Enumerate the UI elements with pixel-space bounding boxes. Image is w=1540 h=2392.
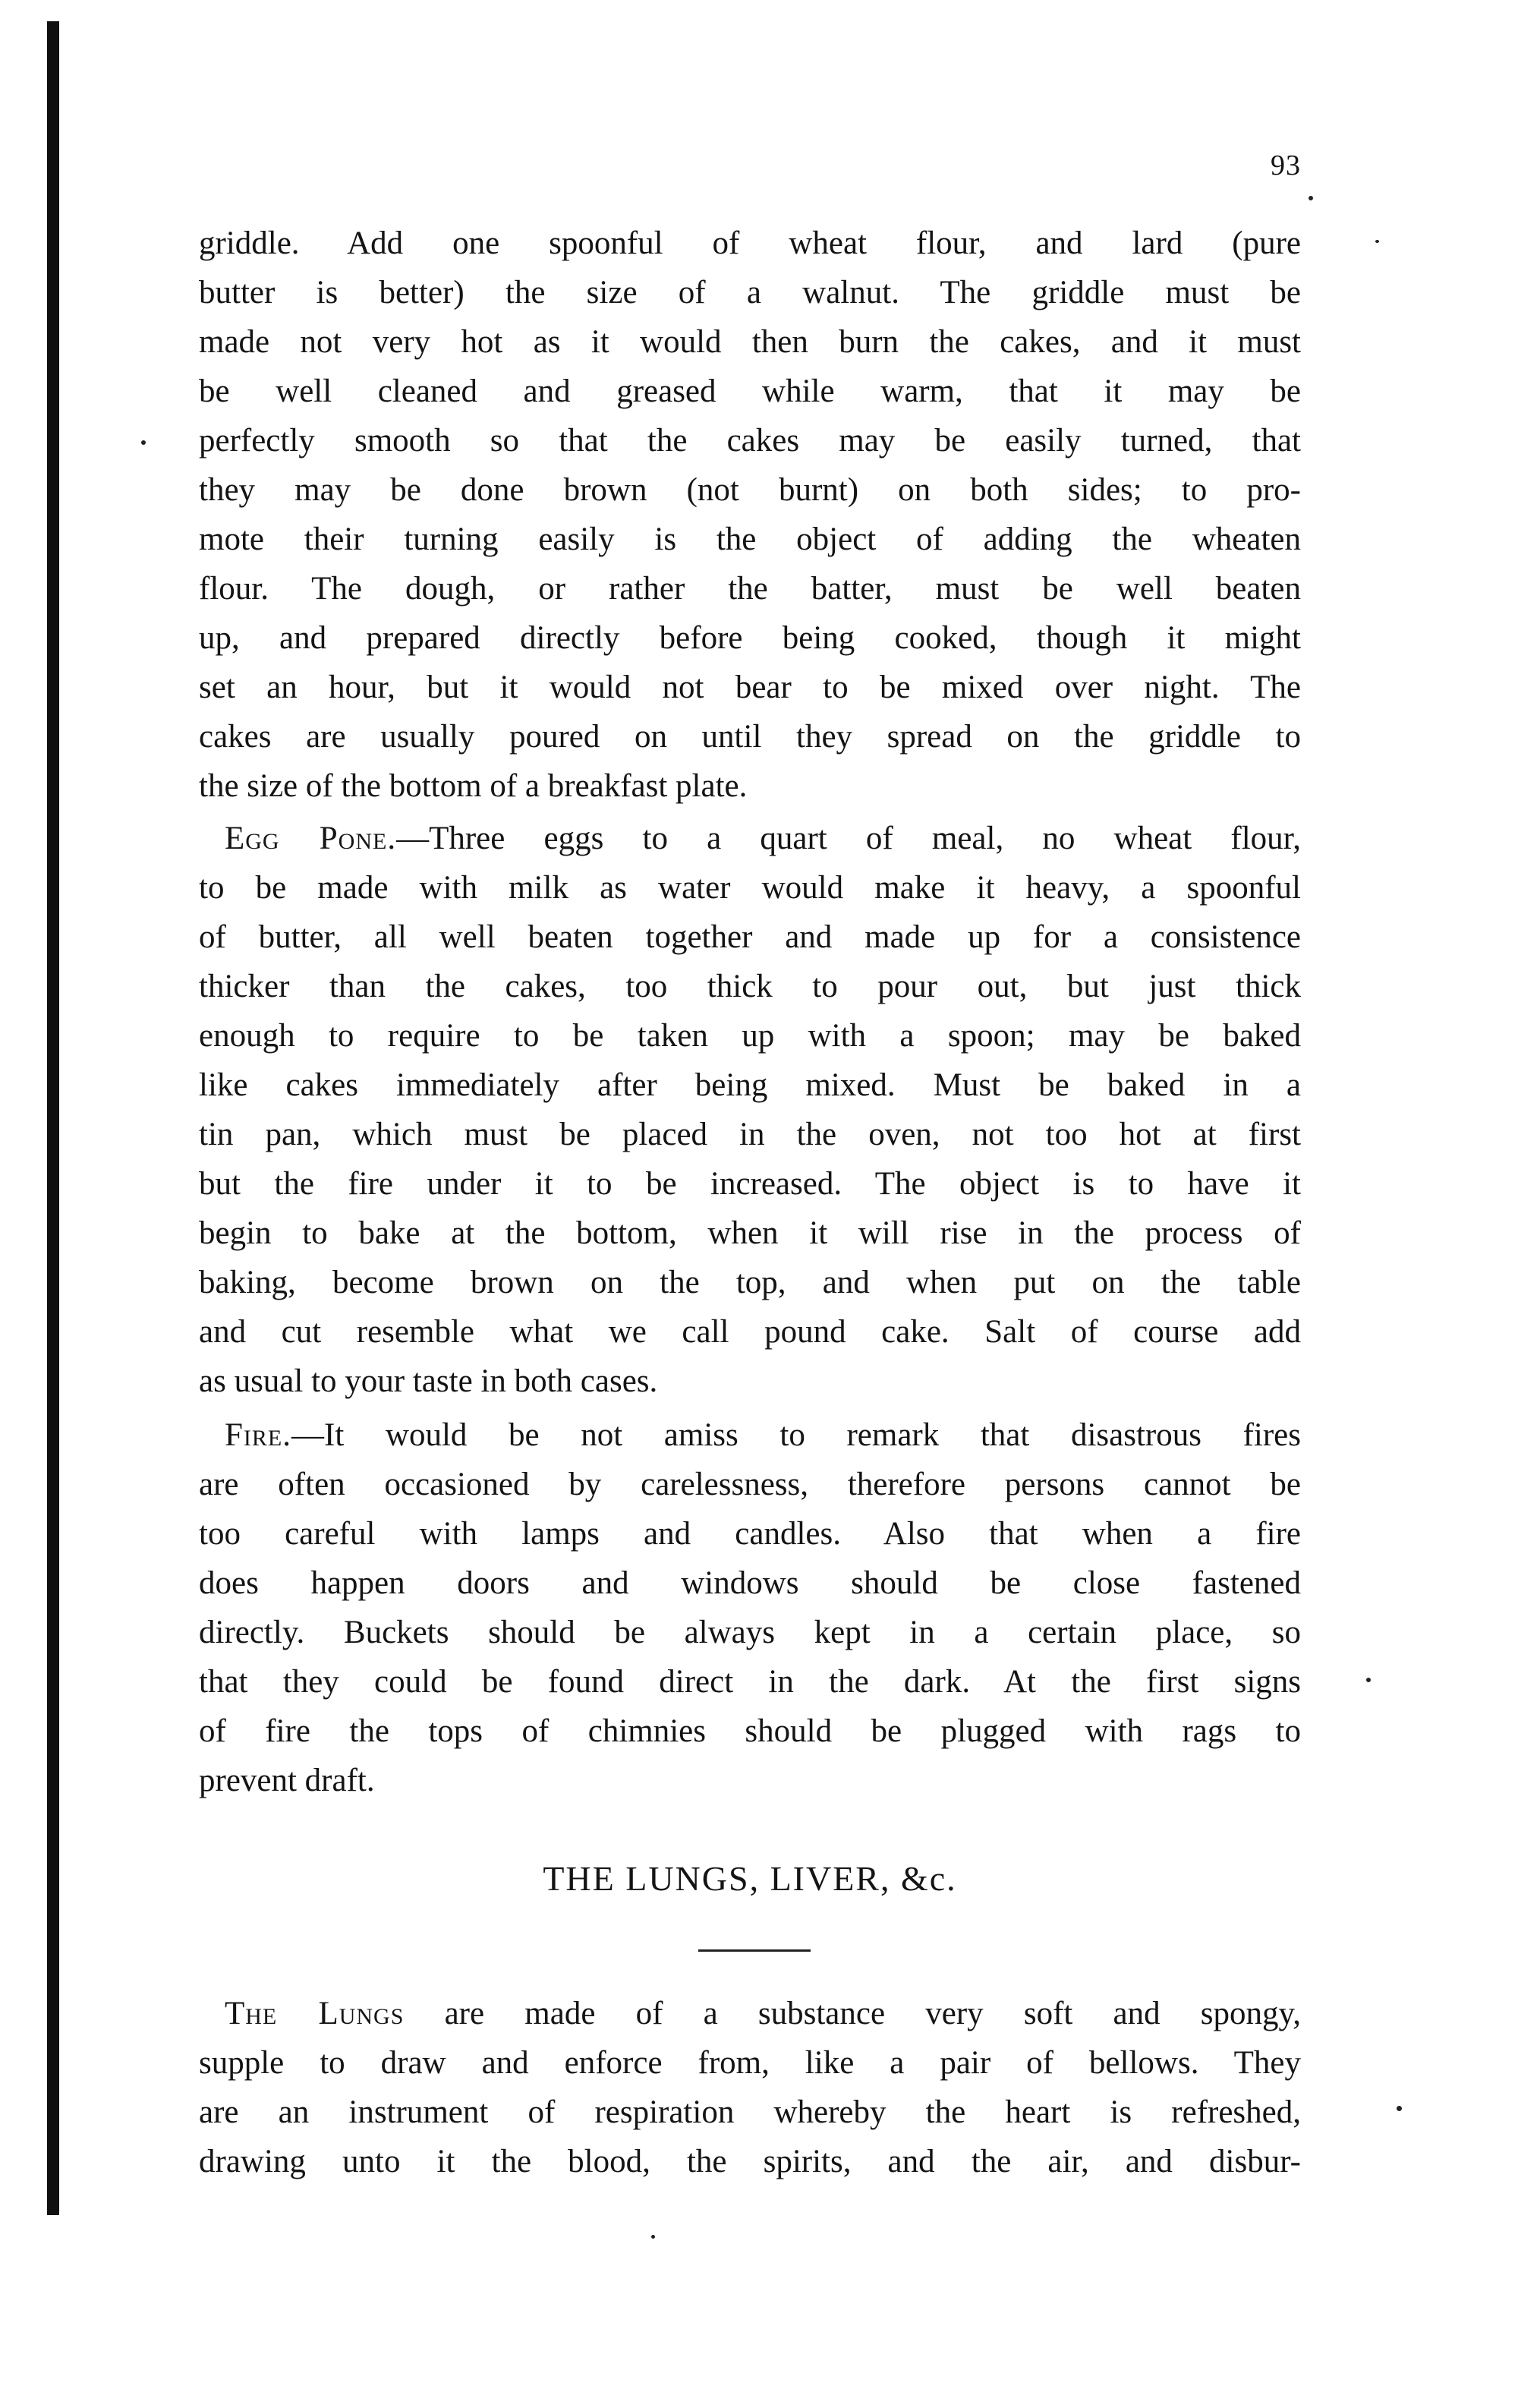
paragraph-lead: Fire.: [225, 1417, 291, 1453]
text-line: as usual to your taste in both cases.: [199, 1363, 658, 1399]
paragraph-lead: The Lungs: [225, 1996, 405, 2031]
text-line: the size of the bottom of a breakfast plate.: [199, 768, 748, 804]
scan-speck: [1309, 196, 1313, 200]
text-line-rest: are made of a substance very soft and spongy,: [404, 1996, 1302, 2031]
text-line: that they could be found direct in the dark. At the first signs: [199, 1664, 1301, 1700]
text-line: like cakes immediately after being mixed. Must be baked in a: [199, 1067, 1301, 1103]
text-line-first: [199, 1410, 1301, 1460]
text-line: and cut resemble what we call pound cake. Salt of course add: [199, 1314, 1301, 1350]
text-line: up, and prepared directly before being cooked, though it might: [199, 620, 1301, 656]
section-heading: THE LUNGS, LIVER, &c.: [543, 1859, 957, 1898]
paragraph-lead: Egg Pone.: [225, 821, 397, 856]
text-line-rest: —It would be not amiss to remark that disastrous fires: [291, 1417, 1301, 1453]
text-line: be well cleaned and greased while warm, that it may be: [199, 373, 1301, 409]
text-line: drawing unto it the blood, the spirits, and the air, and disbur-: [199, 2144, 1301, 2179]
text-line: of fire the tops of chimnies should be plugged with rags to: [199, 1713, 1301, 1749]
scan-speck: [1366, 1678, 1371, 1682]
text-line: butter is better) the size of a walnut. The griddle must be: [199, 275, 1301, 310]
scan-speck: [1397, 2106, 1402, 2111]
text-line: made not very hot as it would then burn the cakes, and it must: [199, 324, 1301, 360]
text-line: directly. Buckets should be always kept in a certain place, so: [199, 1615, 1301, 1650]
text-line-rest: —Three eggs to a quart of meal, no wheat flour,: [396, 821, 1301, 856]
paragraph-lungs: [199, 1989, 1301, 2186]
text-line: cakes are usually poured on until they spread on the griddle to: [199, 719, 1301, 755]
text-line: of butter, all well beaten together and made up for a consistence: [199, 919, 1301, 955]
text-line-first: [199, 1989, 1301, 2038]
text-line: does happen doors and windows should be close fastened: [199, 1565, 1301, 1601]
text-line: thicker than the cakes, too thick to pour out, but just thick: [199, 969, 1301, 1004]
scan-speck: [1375, 240, 1379, 243]
page-number: 93: [1271, 150, 1301, 181]
scan-speck: [141, 440, 146, 445]
page-spine-shadow: [47, 21, 59, 2215]
paragraph-griddle-cakes: [199, 219, 1301, 811]
paragraph-fire: [199, 1410, 1301, 1805]
text-line: but the fire under it to be increased. The object is to have it: [199, 1166, 1301, 1202]
text-line: griddle. Add one spoonful of wheat flour, and lard (pure: [199, 225, 1301, 261]
scan-speck: [651, 2235, 655, 2239]
text-line-first: [199, 814, 1301, 863]
text-line: flour. The dough, or rather the batter, must be well beaten: [199, 571, 1301, 607]
text-line: prevent draft.: [199, 1763, 375, 1798]
text-line: are often occasioned by carelessness, therefore persons cannot be: [199, 1467, 1301, 1502]
text-line: enough to require to be taken up with a spoon; may be baked: [199, 1018, 1301, 1054]
text-line: set an hour, but it would not bear to be mixed over night. The: [199, 670, 1301, 705]
heading-rule: [698, 1949, 811, 1952]
text-line: too careful with lamps and candles. Also that when a fire: [199, 1516, 1301, 1552]
paragraph-egg-pone: [199, 814, 1301, 1406]
text-line: supple to draw and enforce from, like a pair of bellows. They: [199, 2045, 1301, 2081]
text-line: to be made with milk as water would make it heavy, a spoonful: [199, 870, 1301, 906]
text-line: are an instrument of respiration whereby the heart is refreshed,: [199, 2094, 1301, 2130]
text-line: perfectly smooth so that the cakes may be easily turned, that: [199, 423, 1301, 459]
text-line: they may be done brown (not burnt) on both sides; to pro-: [199, 472, 1301, 508]
text-line: begin to bake at the bottom, when it will rise in the process of: [199, 1215, 1301, 1251]
text-line: tin pan, which must be placed in the oven, not too hot at first: [199, 1117, 1301, 1152]
text-line: baking, become brown on the top, and when put on the table: [199, 1265, 1301, 1300]
text-line: mote their turning easily is the object of adding the wheaten: [199, 522, 1301, 557]
